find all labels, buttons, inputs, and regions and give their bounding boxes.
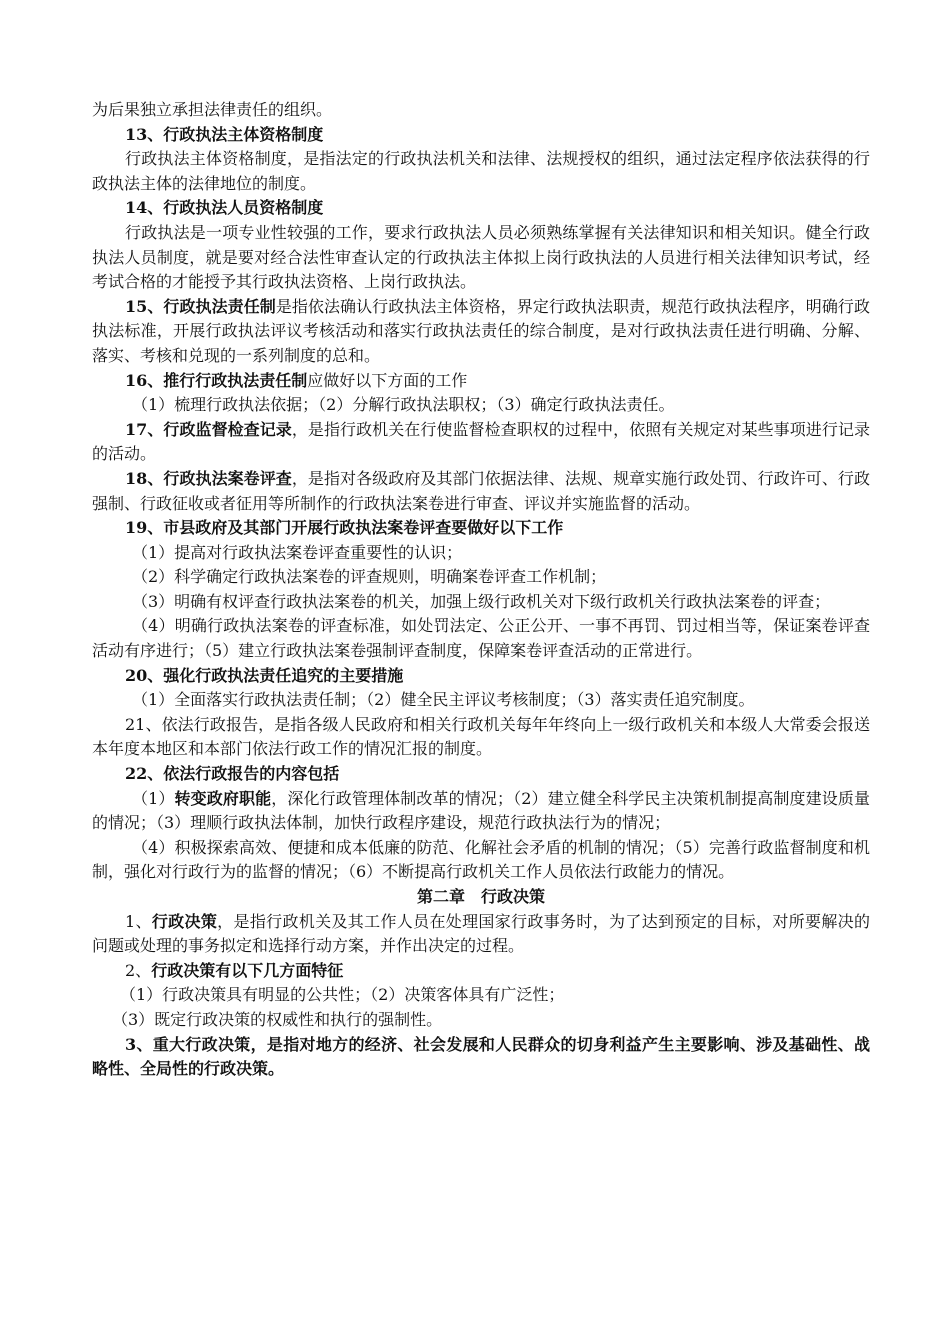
p18-term: 18、行政执法案卷评查 bbox=[125, 468, 292, 488]
item-22-1-text: ，深化行政管理体制改革的情况；（2）建立健全科学民主决策机制提高制度建设质量的情况；（3）理顺行政执法体制，加快行政程序建设，规范行政执法行为的情况； bbox=[92, 788, 870, 833]
item-19-1: （1）提高对行政执法案卷评查重要性的认识； bbox=[132, 542, 463, 562]
chapter2-item-3: （3）既定行政决策的权威性和执行的强制性。 bbox=[112, 1009, 443, 1029]
p15-term: 行政执法责任制 bbox=[163, 296, 276, 316]
c2-term: 行政决策有以下几方面特征 bbox=[151, 960, 344, 980]
heading-14: 14、行政执法人员资格制度 bbox=[125, 198, 324, 218]
p18-text: ，是指对各级政府及其部门依据法律、法规、规章实施行政处罚、行政许可、行政强制、行政征收或者征用等所制作的行政执法案卷进行审查、评议并实施监督的活动。 bbox=[92, 468, 870, 513]
item-20: （1）全面落实行政执法责任制；（2）健全民主评议考核制度；（3）落实责任追究制度。 bbox=[132, 690, 755, 710]
paragraph-17 bbox=[92, 418, 870, 467]
item-19-2: （2）科学确定行政执法案卷的评查规则，明确案卷评查工作机制； bbox=[132, 567, 607, 587]
paragraph-13: 行政执法主体资格制度，是指法定的行政执法机关和法律、法规授权的组织，通过法定程序依法获得的行政执法主体的法律地位的制度。 bbox=[92, 149, 870, 193]
chapter2-paragraph-1 bbox=[92, 910, 870, 959]
paragraph-18 bbox=[92, 467, 870, 516]
heading-20: 20、强化行政执法责任追究的主要措施 bbox=[125, 665, 404, 685]
c1-number: 1、 bbox=[125, 911, 152, 931]
heading-13: 13、行政执法主体资格制度 bbox=[125, 124, 324, 144]
heading-19: 19、市县政府及其部门开展行政执法案卷评查要做好以下工作 bbox=[125, 518, 564, 538]
p17-text: ，是指行政机关在行使监督检查职权的过程中，依照有关规定对某些事项进行记录的活动。 bbox=[92, 419, 870, 464]
chapter-title: 第二章 行政决策 bbox=[416, 887, 545, 906]
chapter2-item-1: （1）行政决策具有明显的公共性；（2）决策客体具有广泛性； bbox=[120, 985, 565, 1005]
item-19-3: （3）明确有权评查行政执法案卷的机关，加强上级行政机关对下级行政机关行政执法案卷的评查； bbox=[132, 591, 831, 611]
document-page bbox=[92, 98, 870, 1082]
p16-term: 16、推行行政执法责任制 bbox=[125, 370, 308, 390]
p15-number: 15、 bbox=[125, 296, 164, 316]
c2-number: 2、 bbox=[125, 960, 152, 980]
item-19-4: （4）明确行政执法案卷的评查标准，如处罚法定、公正公开、一事不再罚、罚过相当等，保证案卷评查活动有序进行；（5）建立行政执法案卷强制评查制度，保障案卷评查活动的正常进行。 bbox=[92, 616, 870, 661]
paragraph-continuation: 为后果独立承担法律责任的组织。 bbox=[92, 100, 333, 119]
item-22-4: （4）积极探索高效、便捷和成本低廉的防范、化解社会矛盾的机制的情况；（5）完善行政监督制度和机制，强化对行政行为的监督的情况；（6）不断提高行政机关工作人员依法行政能力的情况。 bbox=[92, 837, 870, 882]
paragraph-16 bbox=[92, 369, 870, 394]
paragraph-16-items: （1）梳理行政执法依据；（2）分解行政执法职权；（3）确定行政执法责任。 bbox=[132, 395, 675, 415]
p16-text: 应做好以下方面的工作 bbox=[307, 370, 468, 390]
item-22-1-term: 转变政府职能 bbox=[174, 788, 272, 808]
item-22-1-number: （1） bbox=[132, 788, 175, 808]
heading-22: 22、依法行政报告的内容包括 bbox=[125, 764, 340, 784]
c1-text: ，是指行政机关及其工作人员在处理国家行政事务时，为了达到预定的目标，对所要解决的问题或处理的事务拟定和选择行动方案，并作出决定的过程。 bbox=[92, 911, 870, 956]
paragraph-21: 21、依法行政报告，是指各级人民政府和相关行政机关每年年终向上一级行政机关和本级人大常委会报送本年度本地区和本部门依法行政工作的情况汇报的制度。 bbox=[92, 714, 870, 759]
p17-term: 17、行政监督检查记录 bbox=[125, 419, 292, 439]
chapter2-paragraph-3: 3、重大行政决策，是指对地方的经济、社会发展和人民群众的切身利益产生主要影响、涉及基础性、战略性、全局性的行政决策。 bbox=[92, 1034, 870, 1079]
paragraph-14: 行政执法是一项专业性较强的工作，要求行政执法人员必须熟练掌握有关法律知识和相关知识。健全行政执法人员制度，就是要对经合法性审查认定的行政执法主体拟上岗行政执法的人员进行相关法律知识考试，经考试合格的才能授予其行政执法资格、上岗行政执法。 bbox=[92, 222, 870, 292]
p15-text: 是指依法确认行政执法主体资格，界定行政执法职责，规范行政执法程序，明确行政执法标准，开展行政执法评议考核活动和落实行政执法责任的综合制度，是对行政执法责任进行明确、分解、落实、考核和兑现的一系列制度的总和。 bbox=[92, 296, 870, 365]
item-22-1 bbox=[92, 787, 870, 836]
chapter2-paragraph-2 bbox=[92, 959, 870, 984]
c1-term: 行政决策 bbox=[151, 911, 218, 931]
paragraph-15 bbox=[92, 295, 870, 369]
